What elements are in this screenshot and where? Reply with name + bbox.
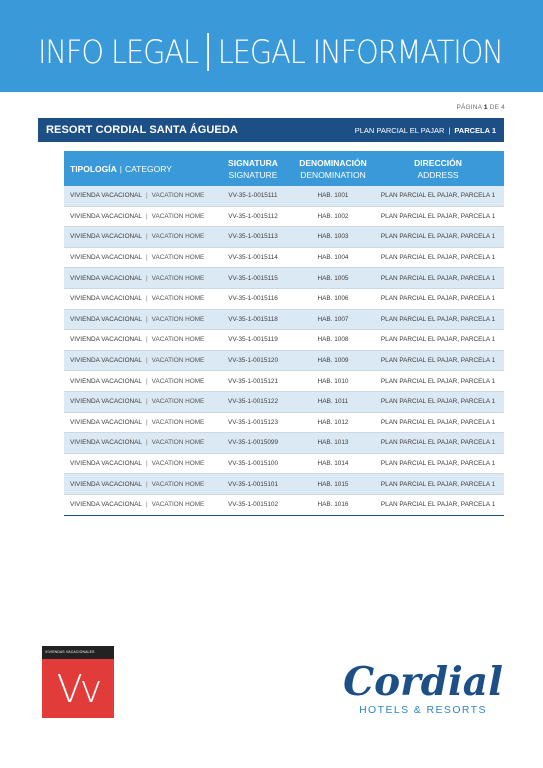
cordial-tagline: HOTELS & RESORTS xyxy=(359,704,487,716)
cell-address: PLAN PARCIAL EL PAJAR, PARCELA 1 xyxy=(372,330,504,351)
page-current: 1 xyxy=(483,104,488,111)
cell-category-en: VACATION HOME xyxy=(151,295,205,303)
table-row xyxy=(64,330,504,351)
cell-category xyxy=(64,186,212,206)
cell-address: PLAN PARCIAL EL PAJAR, PARCELA 1 xyxy=(372,268,504,289)
cell-category xyxy=(64,247,212,268)
header-denomination xyxy=(294,151,372,186)
title-english: LEGAL INFORMATION xyxy=(217,33,503,71)
cell-category xyxy=(64,412,212,433)
header-denomination-en: DENOMINATION xyxy=(300,169,366,180)
legal-table-container xyxy=(64,151,504,516)
table-row xyxy=(64,247,504,268)
cell-signature: VV-35-1-0015099 xyxy=(212,433,294,454)
cell-category-es: VIVIENDA VACACIONAL xyxy=(70,460,142,468)
cell-category-en: VACATION HOME xyxy=(151,398,205,406)
header-address-es: DIRECCIÓN xyxy=(414,157,462,168)
header-category-en: CATEGORY xyxy=(124,163,172,174)
cell-address: PLAN PARCIAL EL PAJAR, PARCELA 1 xyxy=(372,350,504,371)
cell-signature: VV-35-1-0015113 xyxy=(212,227,294,248)
cell-category-en: VACATION HOME xyxy=(151,501,205,509)
cell-address: PLAN PARCIAL EL PAJAR, PARCELA 1 xyxy=(372,186,504,206)
cell-category-es: VIVIENDA VACACIONAL xyxy=(70,501,142,509)
cell-address: PLAN PARCIAL EL PAJAR, PARCELA 1 xyxy=(372,474,504,495)
cell-category-en: VACATION HOME xyxy=(151,336,205,344)
page-title xyxy=(38,28,503,76)
cell-category-es: VIVIENDA VACACIONAL xyxy=(70,212,142,220)
cell-category-es: VIVIENDA VACACIONAL xyxy=(70,418,142,426)
cell-category-es: VIVIENDA VACACIONAL xyxy=(70,295,142,303)
cell-category-divider: | xyxy=(145,212,148,220)
cell-signature: VV-35-1-0015122 xyxy=(212,391,294,412)
cell-signature: VV-35-1-0015120 xyxy=(212,350,294,371)
table-row xyxy=(64,391,504,412)
header-address-en: ADDRESS xyxy=(417,169,459,180)
cell-category xyxy=(64,474,212,495)
cell-category-es: VIVIENDA VACACIONAL xyxy=(70,336,142,344)
cell-category xyxy=(64,453,212,474)
table-row xyxy=(64,494,504,515)
cell-address: PLAN PARCIAL EL PAJAR, PARCELA 1 xyxy=(372,288,504,309)
cell-category-en: VACATION HOME xyxy=(151,439,205,447)
resort-parcel: PARCELA 1 xyxy=(454,125,496,135)
table-row xyxy=(64,453,504,474)
cell-address: PLAN PARCIAL EL PAJAR, PARCELA 1 xyxy=(372,453,504,474)
cell-category-es: VIVIENDA VACACIONAL xyxy=(70,192,142,200)
resort-location xyxy=(355,126,496,135)
header-address xyxy=(372,151,504,186)
table-row xyxy=(64,371,504,392)
cell-denomination: HAB. 1013 xyxy=(294,433,372,454)
cell-category-en: VACATION HOME xyxy=(151,418,205,426)
cell-category xyxy=(64,371,212,392)
cell-category-en: VACATION HOME xyxy=(151,192,205,200)
cell-category xyxy=(64,206,212,227)
cell-category-divider: | xyxy=(145,460,148,468)
cell-category-en: VACATION HOME xyxy=(151,357,205,365)
header-category-divider: | xyxy=(119,163,122,174)
cell-category-es: VIVIENDA VACACIONAL xyxy=(70,315,142,323)
cell-address: PLAN PARCIAL EL PAJAR, PARCELA 1 xyxy=(372,206,504,227)
cell-signature: VV-35-1-0015102 xyxy=(212,494,294,515)
cell-address: PLAN PARCIAL EL PAJAR, PARCELA 1 xyxy=(372,227,504,248)
cell-signature: VV-35-1-0015119 xyxy=(212,330,294,351)
cell-category-es: VIVIENDA VACACIONAL xyxy=(70,254,142,262)
legal-table xyxy=(64,151,504,516)
cell-signature: VV-35-1-0015111 xyxy=(212,186,294,206)
cell-denomination: HAB. 1008 xyxy=(294,330,372,351)
cell-category-en: VACATION HOME xyxy=(151,254,205,262)
cell-signature: VV-35-1-0015115 xyxy=(212,268,294,289)
table-row xyxy=(64,412,504,433)
cell-denomination: HAB. 1003 xyxy=(294,227,372,248)
table-row xyxy=(64,227,504,248)
header-signature xyxy=(212,151,294,186)
cell-category-en: VACATION HOME xyxy=(151,315,205,323)
cell-category-es: VIVIENDA VACACIONAL xyxy=(70,274,142,282)
table-body xyxy=(64,186,504,515)
header-denomination-es: DENOMINACIÓN xyxy=(299,157,367,168)
cell-category-en: VACATION HOME xyxy=(151,212,205,220)
cell-category xyxy=(64,433,212,454)
page-of-label: DE xyxy=(489,104,500,111)
cell-category-divider: | xyxy=(145,418,148,426)
cell-denomination: HAB. 1010 xyxy=(294,371,372,392)
cell-denomination: HAB. 1007 xyxy=(294,309,372,330)
cell-category-es: VIVIENDA VACACIONAL xyxy=(70,357,142,365)
cell-category-divider: | xyxy=(145,377,148,385)
cell-category xyxy=(64,227,212,248)
cell-signature: VV-35-1-0015118 xyxy=(212,309,294,330)
cell-category-divider: | xyxy=(145,480,148,488)
table-row xyxy=(64,350,504,371)
cell-category-en: VACATION HOME xyxy=(151,233,205,241)
header-signature-en: SIGNATURE xyxy=(228,169,278,180)
cell-category-es: VIVIENDA VACACIONAL xyxy=(70,439,142,447)
table-row xyxy=(64,288,504,309)
cell-signature: VV-35-1-0015112 xyxy=(212,206,294,227)
cell-denomination: HAB. 1011 xyxy=(294,391,372,412)
cordial-logo xyxy=(343,660,503,716)
cell-category-en: VACATION HOME xyxy=(151,377,205,385)
cell-signature: VV-35-1-0015116 xyxy=(212,288,294,309)
table-row xyxy=(64,186,504,206)
cell-category xyxy=(64,288,212,309)
page-indicator xyxy=(456,104,505,111)
cell-category xyxy=(64,350,212,371)
header-band xyxy=(0,0,543,92)
table-row xyxy=(64,433,504,454)
table-row xyxy=(64,268,504,289)
cell-denomination: HAB. 1005 xyxy=(294,268,372,289)
resort-plan: PLAN PARCIAL EL PAJAR xyxy=(354,125,445,135)
cell-denomination: HAB. 1002 xyxy=(294,206,372,227)
resort-bar xyxy=(38,118,504,142)
page-label: PÁGINA xyxy=(456,104,482,111)
location-divider: | xyxy=(448,125,451,135)
table-header-row xyxy=(64,151,504,186)
cell-signature: VV-35-1-0015123 xyxy=(212,412,294,433)
cell-address: PLAN PARCIAL EL PAJAR, PARCELA 1 xyxy=(372,433,504,454)
cell-category xyxy=(64,494,212,515)
title-divider xyxy=(207,33,209,71)
cell-address: PLAN PARCIAL EL PAJAR, PARCELA 1 xyxy=(372,309,504,330)
vv-logo-mark: Vv xyxy=(42,659,114,718)
cell-category-divider: | xyxy=(145,315,148,323)
cell-address: PLAN PARCIAL EL PAJAR, PARCELA 1 xyxy=(372,391,504,412)
cell-category-divider: | xyxy=(145,501,148,509)
cell-address: PLAN PARCIAL EL PAJAR, PARCELA 1 xyxy=(372,247,504,268)
cell-signature: VV-35-1-0015101 xyxy=(212,474,294,495)
cell-category-divider: | xyxy=(145,254,148,262)
cell-category-divider: | xyxy=(145,274,148,282)
cell-signature: VV-35-1-0015114 xyxy=(212,247,294,268)
cell-denomination: HAB. 1012 xyxy=(294,412,372,433)
cell-address: PLAN PARCIAL EL PAJAR, PARCELA 1 xyxy=(372,412,504,433)
cell-category-es: VIVIENDA VACACIONAL xyxy=(70,233,142,241)
cell-denomination: HAB. 1014 xyxy=(294,453,372,474)
cell-category-es: VIVIENDA VACACIONAL xyxy=(70,377,142,385)
cordial-wordmark: Cordial xyxy=(343,659,503,705)
table-row xyxy=(64,309,504,330)
cell-denomination: HAB. 1004 xyxy=(294,247,372,268)
cell-category-divider: | xyxy=(145,357,148,365)
cell-category-divider: | xyxy=(145,233,148,241)
cell-category-es: VIVIENDA VACACIONAL xyxy=(70,398,142,406)
cell-denomination: HAB. 1016 xyxy=(294,494,372,515)
cell-category-en: VACATION HOME xyxy=(151,460,205,468)
cell-denomination: HAB. 1009 xyxy=(294,350,372,371)
cell-category-divider: | xyxy=(145,439,148,447)
cell-denomination: HAB. 1015 xyxy=(294,474,372,495)
page-total: 4 xyxy=(501,104,505,111)
cell-category xyxy=(64,391,212,412)
header-category xyxy=(64,151,212,186)
title-spanish: INFO LEGAL xyxy=(38,33,198,71)
cell-category-es: VIVIENDA VACACIONAL xyxy=(70,480,142,488)
cell-address: PLAN PARCIAL EL PAJAR, PARCELA 1 xyxy=(372,494,504,515)
vv-logo xyxy=(42,646,114,718)
header-signature-es: SIGNATURA xyxy=(228,157,278,168)
cell-category-divider: | xyxy=(145,398,148,406)
resort-name: RESORT CORDIAL SANTA ÁGUEDA xyxy=(46,124,238,136)
cell-category-divider: | xyxy=(145,336,148,344)
cell-address: PLAN PARCIAL EL PAJAR, PARCELA 1 xyxy=(372,371,504,392)
cell-category xyxy=(64,330,212,351)
table-row xyxy=(64,474,504,495)
cell-category xyxy=(64,309,212,330)
cell-signature: VV-35-1-0015121 xyxy=(212,371,294,392)
cell-category-divider: | xyxy=(145,192,148,200)
table-row xyxy=(64,206,504,227)
cell-category-divider: | xyxy=(145,295,148,303)
cell-denomination: HAB. 1006 xyxy=(294,288,372,309)
cell-denomination: HAB. 1001 xyxy=(294,186,372,206)
cell-signature: VV-35-1-0015100 xyxy=(212,453,294,474)
vv-logo-caption: VIVIENDAS VACACIONALES xyxy=(42,646,114,659)
cell-category-en: VACATION HOME xyxy=(151,274,205,282)
cell-category xyxy=(64,268,212,289)
header-category-es: TIPOLOGÍA xyxy=(70,163,117,174)
cell-category-en: VACATION HOME xyxy=(151,480,205,488)
